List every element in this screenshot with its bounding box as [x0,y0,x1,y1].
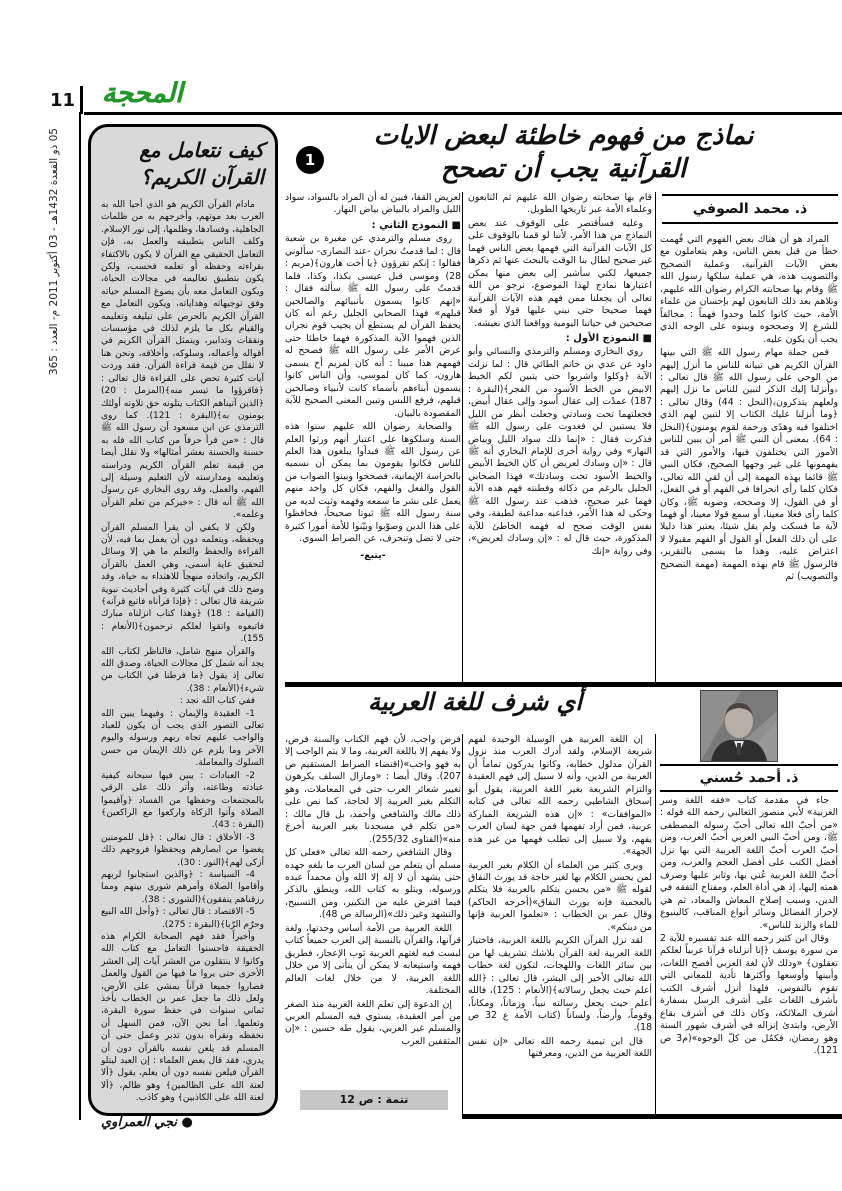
sidebar-paragraph: ولكن لا يكفي أن يقرأ المسلم القرآن ويحفظه، ويتعلمه دون أن يعمل بما فيه، لأن القراءة والحفظ والتعلم ما هي إلا وسائل لتحقيق غاية أسمى، وهي العمل بالقرآن الكريم، واتخاذه منهجاً للاهتداء به حياة، وقد وضح ذلك في آيات كثيرة وفي أحاديث نبوية شريفة قال تعالى : ﴿فإذا قرأناه فاتبع قرآنه﴾(القيامة : 18) ﴿وهذا كتاب انزلناه مبارك فاتبعوه واتقوا لعلكم ترحمون﴾(الأنعام : 155). [101,522,264,645]
article2-column-left [285,734,461,1086]
article1-paragraph: روى مسلم والترمذي عن مغيرة بن شعبة قال : لما قدمتُ نجران -عند النصارى- سألوني فقالوا : إنكم تقرؤون ﴿يا أخت هارون﴾(مريم : 28) وموسى قبل عيسى بكذا، وكذا، فلما قدمتُ على رسول الله ﷺ سألته فقال : «إنهم كانوا يسمون بأنبيائهم والصالحين قبلهم» فهذا الصحابي الجليل رغم أنه كان يحفظ القرآن لم يستطع أن يجيب قوم نجران الذين فهموا الآية المذكورة فهما خاطئا حتى عرض الأمر على رسول الله ﷺ فصحح له فهمهم هذا مبينا : أنه كان لمريم أخ يسمى هارون، كما كان لموسى، وأن الناس كانوا يسمون أبناءهم بأسماء كانت لأنبياء وصالحين قبلهم، فرفع اللبس وتبين المعنى الصحيح للآية المقصودة بالبيان. [285,233,461,419]
article2-paragraph: فرض واجب، لأن فهم الكتاب والسنة فرض، ولا يفهم إلا باللغة العربية، وما لا يتم الواجب إلا به فهو واجب»(اقتضاء الصراط المستقيم ص 207). وقال أيضا : «ومازال السلف يكرهون تغيير شعائر العرب حتى في المعاملات، وهو التكلم بغير العربية إلا لحاجة، كما نص على ذلك مالك والشافعي وأحمد، بل قال مالك : «من تكلم في مسجدنا بغير العربية أخرجَ منه»(الفتاوى 255/32). [285,734,461,845]
edition-date-text: 05 ذو القعدة 1432هـ - 03 أكتوبر 2011 م- العدد : 365 [48,128,60,376]
article1-paragraph: لعريض القفا، فبين له أن المراد بالسواد، سواد الليل والمراد بالبياض بياض النهار. [285,192,461,216]
article2-paragraph: جاء في مقدمة كتاب «فقه اللغة وسر العربية» لأبي منصور الثعالبي رحمه الله قوله : «من أحبّ الله تعالى أحبّ رسوله المصطفى ﷺ، ومن أحبّ النبي العربي أحبّ العرب، ومن أحبّ العرب أحبّ اللغة العربية التي بها نزل أفضل الكتب على أفضل العجم والعرب، ومن أحبّ اللغة العربية عُني بها، وثابر عليها وصرف همته إليها، إذ هي أداة العلم، ومفتاح التفقه في الدين، وسبب إصلاح المعاش والمعاد، ثم هي لإحراز الفضائل وسائر أنواع المناقب، كالينبوع للماء والزند للناس». [660,795,838,931]
article2-paragraph: ويرى كثير من العلماء أن الكلام بغير العربية لمن يحسن الكلام بها لغير حاجة قد يورث النفاق لقوله ﷺ «من يحسن يتكلم بالعربية فلا يتكلم بالعجمية فإنه يورث النفاق»(أخرجه الحاكم) وقال عمر بن الخطاب : «تعلموا العربية فإنها من دينكم». [468,859,652,933]
article2-column-right [660,795,838,1113]
article1-column-right [660,234,838,682]
margin-rule [79,112,81,1120]
article1-subhead-first-example: ■ النموذج الأول : [565,332,652,344]
sidebar-paragraph: 4- السياسة : ﴿والذين استجابوا لربهم وأقاموا الصلاة وأمرهم شورى بينهم ومما رزقناهم ينفقون﴾(الشورى : 38). [101,869,264,905]
sidebar-paragraph: والقرآن منهج شامل، فالناظر لكتاب الله يجد أنه شمل كل مجالات الحياة، وصدق الله تعالى إذ يقول ﴿ما فرطنا في الكتاب من شيء﴾(الأنعام : 38). [101,646,264,694]
article2-paragraph: إن اللغة العربية هي الوسيلة الوحيدة لفهم شريعة الإسلام، ولقد أدرك العرب منذ نزول القرآن مدلول خطابه، وكانوا يدركون تماماً أن العربية من الدين، وأنه لا سبيل إلى فهم العقيدة والتزام الشريعة بغير اللغة العربية، يقول أبو إسحاق الشاطبي رحمه الله تعالى في كتابه «الموافقات» : «إن هذه الشريعة المباركة عربية، فمن أراد تفهمها فمن جهة لسان العرب يفهم، ولا سبيل إلى تطلب فهمها من غير هذه الجهة». [468,734,652,858]
header-rule [84,112,842,115]
article2-byline: ذ. أحمد حُسني [660,764,838,792]
article2-paragraph: إن الدعوة إلى تعلم اللغة العربية منذ الصغر من أمر العقيدة، يستوي فيه المسلم العربي والمسلم غير العربي، يقول طه حسين : «إن المثقفين العرب [285,998,461,1047]
article1-paragraph: فمن جملة مهام رسول الله ﷺ التي بينها القرآن الكريم هي تبيانه للناس ما أنزل إليهم من الوحي على رسول الله ﷺ قال تعالى : ﴿وأنزلنا إليك الذكر لتبين للناس ما نزل إليهم ولعلهم يتذكرون﴾(النحل : 44) وقال تعالى : ﴿وما أنزلنا عليك الكتاب إلا لتبين لهم الذي اختلفوا فيه وهدًى ورحمة لقوم يومنون﴾(النحل : 64). بمعنى أن النبي ﷺ أمر أن يبين للناس الأمور التي يختلفون فيها، والأمور التي قد يفهمونها على غير وجهها الصحيح، فكان النبي ﷺ قائما بهذه المهمة إلى أن لقي الله تعالى، فكان كلما رأى انحرافا في الفهم أو في الفعل، أو في القول، إلا وصححه، وصوبه ﷺ، وكان كلما رأى فعلا معينا، أو سمع قولا معينا، أو فهما لآية ما فسكت ولم يقل شيئا، يعتبر هذا دليلا على أن ذلك الفعل أو القول أو الفهم مقبولا لا اعتراض عليه، وهذا ما يسمى بالتقرير، فالرسول ﷺ قام بهذه المهمة (مهمة التصحيح والتصويب) ثم [660,347,838,583]
sidebar-author: ● نجي العمراوي [101,1114,193,1130]
article2-column-middle [468,734,652,1112]
article1-headline-line1: نماذج من فهوم خاطئة لبعض الايات [373,121,754,151]
article2-paragraph: لقد نزل القرآن الكريم باللغة العربية، فاختيار اللغة العربية لغة القرآن بلاشك تشريف لها من بين سائر اللغات واللهجات، لتكون لغة خطاب الله تعالى الأخير إلى البشر، قال تعالى : ﴿الله أعلم حيث يجعل رسالاته﴾(الأنعام : 125)، فالله أعلم حيث يجعل رسالته نبياً، وزماناً، ومكاناً، وقوماً، وأرضاً، ولساناً (كتاب الأمة ع 32 ص 18). [468,935,652,1034]
column-separator [462,192,463,682]
article1-paragraph: المراد هو أن هناك بعض الفهوم التي فُهمت خطأ من قبل بعض الناس، وهم يتعاملون مع بعض الآيات القرآنية، وعملية التصحيح والتصويب هذه، هي عملية سلكها رسول الله ﷺ وقام بها صحابته الكرام رضوان الله عليهم، وتلاهم بعد ذلك التابعون لهم بإحسان من علماء الأمة، حيث كانوا كلما وجدوا فهماً : مخالفاً للشرع إلا وصححوه وبينوه على الوجه الذي يجب أن يكون عليه. [660,234,838,345]
sidebar-article [88,124,278,1130]
article2-paragraph: اللغة العربية من الأمة أساس وحدتها، ولغة قرآنها، والقرآن بالنسبة إلى العرب جميعاً كتاب لبست فيه لغتهم العربية ثوب الإعجاز، فطريق فهمه واستيعابه لا يمكن أن يتأتى إلا من خلال اللغة العربية، لا من خلال لغات العالم المختلفة. [285,922,461,997]
article1-byline: ذ. محمد الصوفي [662,194,838,224]
column-separator [655,734,656,1114]
sidebar-paragraph: 5- الاقتصاد : قال تعالى : ﴿وأحل الله البيع وحرّم الرّبا﴾(البقرة : 275). [101,907,264,930]
article1-subhead-second-example: ■ النموذج الثاني : [371,219,461,231]
article2-headline: أي شرف للغة العربية [367,688,583,716]
page-number-divider [80,86,83,114]
sidebar-title: كيف نتعامل مع القرآن الكريم؟ [139,138,264,189]
article1-paragraph: قام بها صحابته رضوان الله عليهم ثم التابعون وعلماء الأمة عبر تاريخها الطويل. [468,192,652,216]
article1-column-middle [468,192,652,682]
section-divider-bar [285,682,842,687]
magazine-logo: المحجة [101,78,183,109]
sidebar-paragraph: مادام القرآن الكريم هو الذي أحيا الله به العرب بعد موتهم، وأخرجهم به من ظلمات الجاهلية، وفسادها، وظلمها، إلى نور الإسلام. وكلف الناس بتطبيقه والعمل به، فإن التعامل الحقيقي مع القرآن لا يكون بالاكتفاء بقراءته وحفظه أو تعلمه فحسب، ولكن يكون بتطبيق تعاليمه في مجالات الحياة، ويكون التعامل معه بأن يصوغ المسلم حياته وفق توجيهاته وهداياته، ويكون التعامل مع القرآن الكريم بالحرص على تبليغه وتعليمه والقيام بكل ما يلزم لذلك في مؤسسات ونفقات وتدابير، ويتمثل القرآن الكريم في أقواله وأعماله، وسلوكه، وأخلاقه، ونحن هنا لا نقلل من قيمة قراءة القرآن. فقد وردت آيات كثيرة تحض على القراءة قال تعالى : ﴿فاقرؤوا ما تيسر منه﴾(المزمل : 20) ﴿الذين آتيناهم الكتاب يتلونه حق تلاوته أولئك يومنون به﴾(البقرة : 121). كما روى الترمذي عن ابن مسعود أن رسول الله ﷺ قال : «من قرأ حرفاً من كتاب الله فله به حسنة والحسنة بعشر أمثالها» ولا نقلل أيضا من قيمة تعلم القرآن الكريم ودراسته وتعليمه ومدارسته لأن التعليم وسيلة إلى الفهم، والعمل، وقد روى البخاري عن رسول الله ﷺ أنه قال : «خيركم من تعلم القرآن وعلمه». [101,200,264,521]
continuation-note: تتمة : ص 12 [300,1090,448,1110]
author-photo-placeholder [701,691,777,761]
bottom-divider-bar [462,1114,842,1119]
column-separator [655,192,656,682]
sidebar-paragraph: وأخيراً فقد فهم الصحابة الكرام هذه الحقيقة فاحسنوا التعامل مع كتاب الله وكانوا لا ينتقلون من العشر آيات إلى العشر الأخرى حتى يروا ما فيها من القول والعمل فصاروا جميعا قرآناً يمشي على الأرض، ولعل ذلك ما جعل عمر بن الخطاب يأخذ ثماني سنوات في حفظ سورة البقرة، وتعلمها. أما نحن الآن، فمن السهل أن نحفظه ونقرأه بدون تدبر وعمل حتى أن المسلم قد يلعن نفسه بالقرآن دون أن يدري، فقد قال بعض العلماء : إن العبد ليتلو القرآن فيلعن نفسه دون أن يعلم، يقول ﴿ألا لعنة الله على الظالمين﴾ وهو ظالم، ﴿ألا لعنة الله على الكاذبين﴾ وهو كاذب. [101,931,264,1104]
article1-paragraph: والصحابة رضوان الله عليهم سنوا هذه السنة وسلكوها على اعتبار أنهم ورثوا العلم عن رسول الله ﷺ فبدأوا يبلغون هذا العلم للناس فكانوا يقومون بما يمكن أن نسميه بالحراسة الإيمانية، فصححوا وبينوا الصواب من القول والفعل والفهم، فكان كل واحد منهم يعمل على نشر ما سمعه وفهمه وثبت لديه من سنة رسول الله ﷺ ثبوتا صحيحاً، فحافظوا على هذا الدين وصوّبوا وبيّنوا للأمة أمورا كثيرة حتى لا تضل وتنحرف، عن الصراط السوي. [285,421,461,545]
sidebar-paragraph: 2- العبادات : يبين فيها سبحانه كيفية عبادته وطاعته، وأثر ذلك على الرقي بالمجتمعات وحفظها من الفساد ﴿وآقيموا الصلاة وآتوا الزكاة واركعوا مع الراكعين﴾(البقرة : 43). [101,770,264,831]
article1-headline-line2: القرآنية يجب أن تصحح [440,153,687,184]
to-be-continued-note: -يتبع- [360,549,386,561]
article2-paragraph: قال ابن تيمية رحمه الله تعالى «إن نفس اللغة العربية من الدين، ومعرفتها [468,1035,652,1060]
sidebar-paragraph: 1- العقيدة والإيمان : وفيهما يبين الله تعالى التصور الذي يجب أن يكون للعباد والواجب عليهم تجاه ربهم ورسوله واليوم الآخر وما يلزم عن ذلك الإيمان من حسن السلوك والمعاملة. [101,708,264,769]
author-photo [700,690,778,762]
article1-paragraph: وعليه فسأقتصر على الوقوف عند بعض النماذج من هذا الأمر، لأننا لو قمنا بالوقوف على كل الآيات القرآنية التي فهمها بعض الناس فهما غير صحيح لطال بنا الوقت بالبحث عنها ثم ذكرها جميعها، لكني سأشير إلى بعض منها يمكن اعتبارها نماذج لهذا الموضوع، نرجو من الله تعالى أن يجعلنا ممن فهم هذه الآيات القرآنية فهما صحيحا حتى نبني عليها قولا أو فعلا صحيحين في حياتنا اليومية وواقعنا الذي نعيشه. [468,217,652,329]
sidebar-paragraph: 3- الأخلاق : قال تعالى : ﴿قل للمومنين يغضوا من ابصارهم ويحفظوا فروجهم ذلك أزكى لهم﴾(النور : 30). [101,832,264,868]
column-separator [462,734,463,1114]
article2-paragraph: وقال ابن كثير رحمه الله عند تفسيره للآية 2 من سورة يوسف ﴿إنا أنزلناه قرآنا عربياً لعلكم تعقلون﴾ «وذلك لأن لغة العربي أفصح اللغات، وأبينها وأوسعها وأكثرها تأدية للمعاني التي تقوم بالنفوس، فلهذا أنزل أشرف الكتب بأشرف اللغات على أشرف الرسل بسفارة أشرف الملائكة، وكان ذلك في أشرف بقاع الأرض، وابتدئ إنزاله في أشرف شهور السنة وهو رمضان، فكمُل من كلّ الوجوه»(م3 ص 121). [660,932,838,1057]
article-number-badge: 1 [296,146,324,174]
article1-headline [285,120,842,185]
sidebar-paragraph: ففي كتاب الله نجد : [179,696,255,707]
article1-column-left [285,192,461,682]
article1-paragraph: روي البخاري ومسلم والترمذي والنسائي وأبو داود عن عدي بن حاتم الطائي قال : لما نزلت الآية ﴿وكلوا واشربوا حتى يتبين لكم الخيط الابيض من الخط الأسود من الفجر﴾(البقرة : 187) عمدْت إلى عقال أسود وإلى عقال أبيض، فجعلتهما تحت وسادتي وجعلت أنظر من الليل فلا يستبين لي فغدوت على رسول الله ﷺ فذكرت فقال : «إنما ذلك سواد الليل وبياض النهار» وفي رواية أخرى للإمام البخاري أنه ﷺ قال : «إن وسادك لعريض أن كان الخيط الأبيض والخيط الأسود تحت وسادتك» فهذا الصحابي الجليل بالرغم من ذكائه وفطنته فهم هذه الآية فهما غير صحيح، فذهب عند رسول الله ﷺ وحكى له هذا الأمر، فداعبه مداعبة لطيفة، وفي نفس الوقت صحح له فهمه الخاطئ للآية المذكورة، حيث قال له : «إن وسادك لعريض»، وفي رواية «إنك [468,346,652,557]
article2-paragraph: وقال الشافعي رحمه الله تعالى «فعلى كل مسلم أن يتعلم من لسان العرب ما بلغه جهده حتى يشهد أن لا إله إلا الله وأن محمداً عبده ورسوله، ويتلو به كتاب الله، وينطق بالذكر فيما افترض عليه من التكبير، ومن التسبيح، والتشهد وغير ذلك»(الرسالة ص 48). [285,847,461,921]
edition-date [30,128,60,458]
page-number: 11 [50,90,76,111]
